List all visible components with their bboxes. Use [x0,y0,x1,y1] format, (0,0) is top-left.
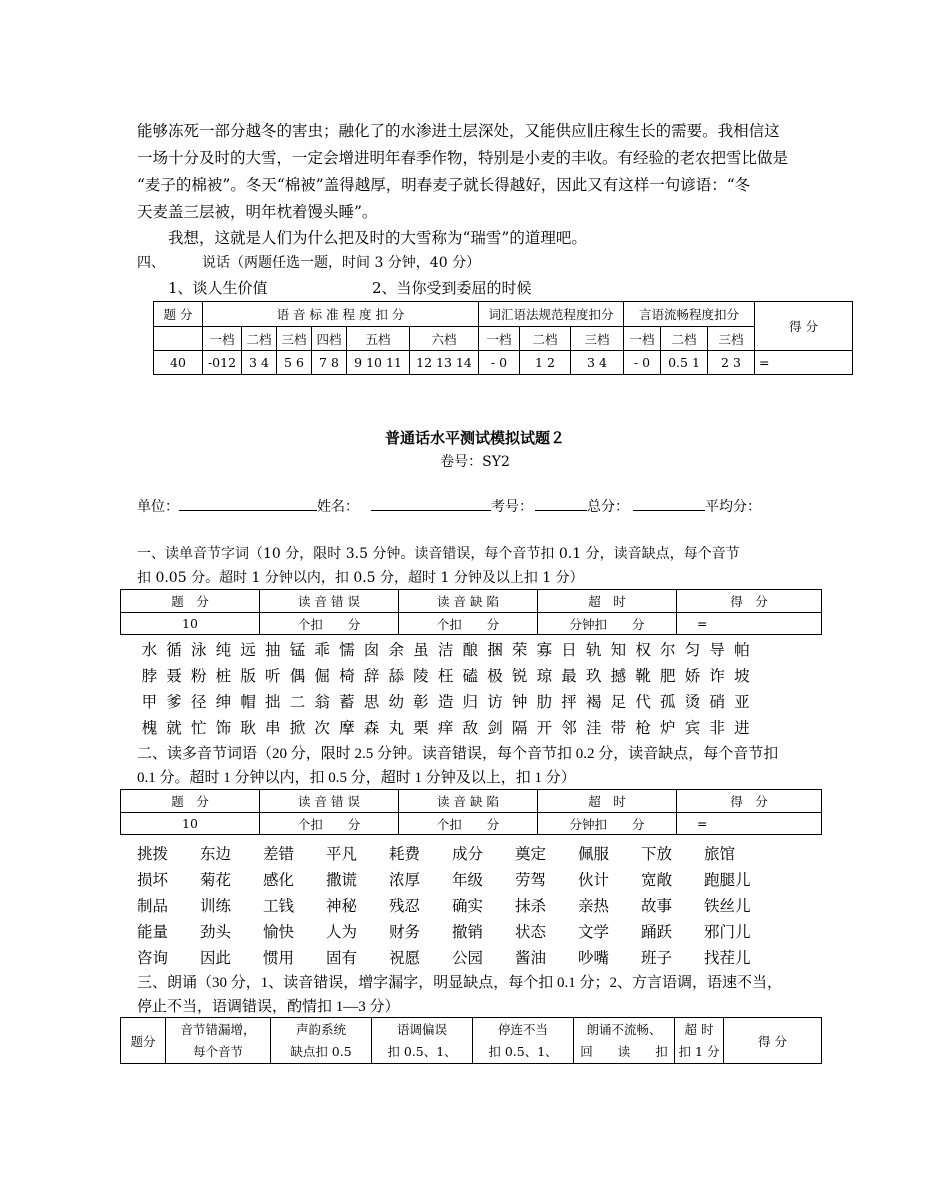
part3-col-intonation [372,1018,473,1064]
section4-title: 说话（两题任选一题，时间 3 分钟，40 分） [202,255,481,271]
word-item: 撒谎 [326,871,358,889]
part2-header: 超 时 [538,790,677,813]
syllable-char: 进 [734,719,750,737]
word-item: 公园 [452,949,484,967]
syllable-char: 枉 [437,667,454,685]
speaking-cell: - 0 [479,351,520,375]
pron-level: 六档 [410,327,479,351]
speaking-header-score: 得 分 [755,302,853,351]
word-item: 神秘 [326,897,358,915]
syllable-char: 代 [635,693,651,711]
pron-level: 五档 [347,327,410,351]
part1-cell: 10 [121,613,260,635]
speaking-cell: 9 10 11 [347,351,410,375]
speaking-cell: = [755,351,853,375]
syllable-char: 坡 [734,667,750,685]
word-item: 成分 [452,845,484,863]
word-row [137,894,767,916]
intro-line-3: “麦子的棉被”。冬天“棉被”盖得越厚，明春麦子就长得越好，因此又有这样一句谚语：“冬 [137,176,751,194]
syllable-char: 拙 [265,693,281,711]
syllable-char: 桩 [215,667,232,685]
word-item: 旅馆 [704,845,736,863]
syllable-char: 帕 [734,641,750,659]
syllable-char: 开 [536,719,553,737]
syllable-char: 椅 [339,667,355,685]
syllable-char: 隔 [511,719,528,737]
speaking-cell: 5 6 [277,351,312,375]
word-item: 咨询 [137,949,169,967]
word-item: 状态 [515,923,547,941]
speaking-cell: 2 3 [708,351,755,375]
word-item: 工钱 [263,897,295,915]
word-row [137,920,767,942]
word-item: 训练 [200,897,232,915]
syllable-char: 尔 [660,641,676,659]
exam-no-field[interactable] [535,496,587,511]
syllable-char: 玖 [585,667,602,685]
section4-topic-1: 1、谈人生价值 [168,279,268,297]
total-field[interactable] [633,496,705,511]
word-item: 文学 [578,923,610,941]
syllable-char: 轨 [585,641,602,659]
syllable-char: 孤 [660,693,676,711]
char-row [137,638,754,660]
syllable-char: 水 [141,641,158,659]
word-item: 残忍 [389,897,421,915]
speaking-cell: 3 4 [242,351,277,375]
word-item: 跑腿儿 [704,871,751,889]
word-item: 浓厚 [389,871,421,889]
syllable-char: 抨 [561,693,577,711]
syllable-char: 邻 [561,719,577,737]
intro-line-1: 能够冻死一部分越冬的害虫；融化了的水渗进土层深处，又能供应∥庄稼生长的需要。我相信这 [137,122,780,140]
intro-line-5: 我想，这就是人们为什么把及时的大雪称为“瑞雪”的道理吧。 [168,229,587,247]
total-label: 总分： [587,499,629,515]
part1-cell: 分钟扣 分 [538,613,677,635]
part3-col-fluency-b: 回 读 扣 [580,1043,668,1059]
unit-field[interactable] [179,496,317,511]
pron-level: 三档 [277,327,312,351]
syllable-char: 肋 [536,693,553,711]
syllable-char: 绅 [215,693,232,711]
syllable-char: 烫 [684,693,701,711]
word-item: 差错 [263,845,295,863]
word-item: 平凡 [326,845,358,863]
speaking-header-vocab: 词汇语法规范程度扣分 [479,302,624,327]
syllable-char: 饰 [215,719,232,737]
syllable-char: 远 [240,641,256,659]
word-item: 班子 [641,949,673,967]
syllable-char: 足 [610,693,627,711]
part1-header: 读 音 错 误 [260,590,399,613]
word-item: 愉快 [263,923,295,941]
speaking-empty-cell [154,327,203,351]
part1-header: 超 时 [538,590,677,613]
syllable-char: 乖 [314,641,330,659]
syllable-char: 思 [363,693,380,711]
word-item: 祝愿 [389,949,421,967]
word-item: 铁丝儿 [704,897,751,915]
part2-header: 题 分 [121,790,260,813]
syllable-char: 琼 [536,667,553,685]
char-row [137,664,754,686]
syllable-char: 肥 [660,667,676,685]
part2-header: 读 音 缺 陷 [399,790,538,813]
syllable-char: 舔 [388,667,404,685]
part2-desc-2: 0.1 分。超时 1 分钟以内，扣 0.5 分，超时 1 分钟及以上，扣 1 分） [137,770,576,786]
intro-line-2: 一场十分及时的大雪，一定会增进明年春季作物，特别是小麦的丰收。有经验的老农把雪比做是 [137,149,789,167]
pron-level: 四档 [312,327,347,351]
syllable-char: 翁 [314,693,330,711]
syllable-char: 宾 [684,719,701,737]
speaking-cell: 12 13 14 [410,351,479,375]
part3-col-overtime-b: 扣 1 分 [678,1043,720,1059]
part3-col-pause [473,1018,574,1064]
speaking-cell: - 0 [624,351,661,375]
syllable-char: 帽 [240,693,256,711]
part3-col-topic: 题分 [121,1018,166,1064]
syllable-char: 版 [240,667,256,685]
syllable-char: 枪 [635,719,651,737]
syllable-char: 权 [635,641,651,659]
part2-cell: = [677,813,822,835]
test2-paper-no: 卷号：SY2 [440,454,510,470]
speaking-cell: 1 2 [520,351,571,375]
syllable-char: 酿 [462,641,479,659]
char-row [137,690,754,712]
part1-cell: = [677,613,822,635]
syllable-char: 余 [388,641,404,659]
syllable-char: 彰 [413,693,429,711]
syllable-char: 循 [166,641,182,659]
word-item: 故事 [641,897,673,915]
word-item: 感化 [263,871,295,889]
syllable-char: 爹 [166,693,182,711]
part3-desc-2: 停止不当，语调错误，酌情扣 1—3 分） [137,999,400,1015]
word-item: 财务 [389,923,421,941]
part3-col-initial [271,1018,372,1064]
syllable-char: 知 [610,641,627,659]
pron-level: 一档 [203,327,242,351]
part3-col-score: 得 分 [724,1018,822,1064]
word-item: 耗费 [389,845,421,863]
word-item: 邪门儿 [704,923,751,941]
vocab-level: 一档 [479,327,520,351]
syllable-char: 撼 [610,667,627,685]
word-item: 人为 [326,923,358,941]
word-item: 佩服 [578,845,610,863]
part3-col-syllable-b: 每个音节 [192,1043,243,1059]
part3-col-fluency-a: 朗诵不流畅、 [586,1021,662,1037]
vocab-level: 二档 [520,327,571,351]
syllable-char: 抽 [265,641,281,659]
syllable-char: 洁 [437,641,454,659]
word-item: 酱油 [515,949,547,967]
word-item: 宽敞 [641,871,673,889]
syllable-char: 匀 [684,641,701,659]
part3-col-pause-a: 停连不当 [497,1021,548,1037]
part3-col-initial-a: 声韵系统 [295,1021,346,1037]
part2-cell: 个扣 分 [260,813,399,835]
syllable-char: 荣 [511,641,528,659]
word-row [137,868,767,890]
word-item: 抹杀 [515,897,547,915]
syllable-char: 亚 [734,693,750,711]
word-item: 撤销 [452,923,484,941]
vocab-level: 三档 [571,327,624,351]
syllable-char: 泳 [190,641,207,659]
syllable-char: 次 [314,719,330,737]
syllable-char: 最 [561,667,577,685]
part2-score-table [120,789,822,835]
syllable-char: 甲 [141,693,158,711]
syllable-char: 辞 [363,667,380,685]
word-item: 固有 [326,949,358,967]
word-row [137,946,767,968]
syllable-char: 二 [289,693,306,711]
part1-desc-2: 扣 0.05 分。超时 1 分钟以内，扣 0.5 分，超时 1 分钟及以上扣 1 分） [137,570,584,586]
speaking-header-pron: 语 音 标 准 程 度 扣 分 [203,302,479,327]
part3-score-table [120,1017,822,1064]
syllable-char: 聂 [166,667,182,685]
word-item: 因此 [200,949,232,967]
syllable-char: 炉 [660,719,676,737]
part2-header: 得 分 [677,790,822,813]
syllable-char: 蓄 [339,693,355,711]
syllable-char: 虽 [413,641,429,659]
word-item: 劳驾 [515,871,547,889]
syllable-char: 耿 [240,719,256,737]
syllable-char: 带 [610,719,627,737]
intro-line-4: 天麦盖三层被，明年枕着馒头睡”。 [137,203,378,221]
word-item: 年级 [452,871,484,889]
syllable-char: 极 [487,667,503,685]
word-item: 挑拨 [137,845,169,863]
speaking-cell: 0.5 1 [661,351,708,375]
syllable-char: 诈 [709,667,725,685]
syllable-char: 捆 [487,641,503,659]
syllable-char: 褐 [585,693,602,711]
syllable-char: 槐 [141,719,158,737]
part3-col-syllable [166,1018,271,1064]
speaking-cell: 40 [154,351,203,375]
char-row [137,716,754,738]
word-item: 亲热 [578,897,610,915]
part2-cell: 个扣 分 [399,813,538,835]
syllable-char: 径 [190,693,207,711]
avg-label: 平均分： [705,499,761,515]
word-item: 下放 [641,845,673,863]
part3-col-overtime [675,1018,724,1064]
speaking-cell: 3 4 [571,351,624,375]
syllable-char: 靴 [635,667,651,685]
syllable-char: 钟 [511,693,528,711]
unit-label: 单位： [137,499,179,515]
speaking-header-fluency: 言语流畅程度扣分 [624,302,755,327]
syllable-char: 囱 [363,641,380,659]
fluency-level: 二档 [661,327,708,351]
speaking-score-table [153,301,853,375]
word-item: 能量 [137,923,169,941]
syllable-char: 日 [561,641,577,659]
part2-header: 读 音 错 误 [260,790,399,813]
syllable-char: 偶 [289,667,306,685]
word-item: 东边 [200,845,232,863]
word-item: 菊花 [200,871,232,889]
name-label: 姓名： [317,499,359,515]
speaking-header-topic: 题 分 [154,302,203,327]
syllable-char: 锐 [511,667,528,685]
syllable-char: 串 [265,719,281,737]
exam-no-label: 考号： [491,499,533,515]
syllable-char: 幼 [388,693,404,711]
part1-score-table [120,589,822,635]
part2-cell: 10 [121,813,260,835]
syllable-char: 娇 [684,667,701,685]
part1-header: 读 音 缺 陷 [399,590,538,613]
section4-number: 四、 [137,255,165,271]
fluency-level: 一档 [624,327,661,351]
syllable-char: 倔 [314,667,330,685]
syllable-char: 掀 [289,719,306,737]
pron-level: 二档 [242,327,277,351]
part3-col-initial-b: 缺点扣 0.5 [290,1043,352,1059]
word-item: 劲头 [200,923,232,941]
part1-cell: 个扣 分 [260,613,399,635]
syllable-char: 陵 [413,667,429,685]
part3-col-pause-b: 扣 0.5、1、 [488,1043,558,1059]
section4-topic-2: 2、当你受到委屈的时候 [372,279,532,297]
syllable-char: 敌 [462,719,479,737]
syllable-char: 洼 [585,719,602,737]
syllable-char: 就 [166,719,182,737]
syllable-char: 锰 [289,641,306,659]
test2-title: 普通话水平测试模拟试题２ [384,429,565,447]
syllable-char: 摩 [339,719,355,737]
syllable-char: 寡 [536,641,553,659]
syllable-char: 森 [363,719,380,737]
name-field[interactable] [371,496,491,511]
syllable-char: 硝 [709,693,725,711]
speaking-cell: -012 [203,351,242,375]
syllable-char: 脖 [141,667,158,685]
part3-col-intonation-a: 语调偏误 [396,1021,447,1037]
part1-cell: 个扣 分 [399,613,538,635]
word-item: 奠定 [515,845,547,863]
syllable-char: 剑 [487,719,503,737]
fluency-level: 三档 [708,327,755,351]
word-item: 吵嘴 [578,949,610,967]
word-item: 找茬儿 [704,949,751,967]
syllable-char: 听 [265,667,281,685]
word-item: 确实 [452,897,484,915]
syllable-char: 丸 [388,719,404,737]
word-item: 损坏 [137,871,169,889]
word-item: 伙计 [578,871,610,889]
syllable-char: 访 [487,693,503,711]
part3-col-overtime-a: 超 时 [684,1021,714,1037]
syllable-char: 纯 [215,641,232,659]
syllable-char: 懦 [339,641,355,659]
syllable-char: 粉 [190,667,207,685]
speaking-cell: 7 8 [312,351,347,375]
part3-col-intonation-b: 扣 0.5、1、 [387,1043,457,1059]
syllable-char: 忙 [190,719,207,737]
part2-cell: 分钟扣 分 [538,813,677,835]
part3-desc-1: 三、朗诵（30 分，1、读音错误，增字漏字，明显缺点，每个扣 0.1 分；2、方言语调，语速不当， [137,975,783,991]
word-item: 制品 [137,897,169,915]
part3-col-syllable-a: 音节错漏增， [180,1021,256,1037]
part1-desc-1: 一、读单音节字词（10 分，限时 3.5 分钟。读音错误，每个音节扣 0.1 分，读音缺点，每个音节 [137,546,740,562]
word-row [137,842,767,864]
info-line [137,496,761,516]
syllable-char: 非 [709,719,725,737]
syllable-char: 磕 [462,667,479,685]
word-item: 惯用 [263,949,295,967]
part3-col-fluency [574,1018,675,1064]
syllable-char: 造 [437,693,454,711]
syllable-char: 痒 [437,719,454,737]
syllable-char: 栗 [413,719,429,737]
part2-desc-1: 二、读多音节词语（20 分，限时 2.5 分钟。读音错误，每个音节扣 0.2 分，读音缺点，每个音节扣 [137,746,779,762]
part1-header: 得 分 [677,590,822,613]
word-item: 踊跃 [641,923,673,941]
part1-header: 题 分 [121,590,260,613]
syllable-char: 归 [462,693,479,711]
syllable-char: 导 [709,641,725,659]
